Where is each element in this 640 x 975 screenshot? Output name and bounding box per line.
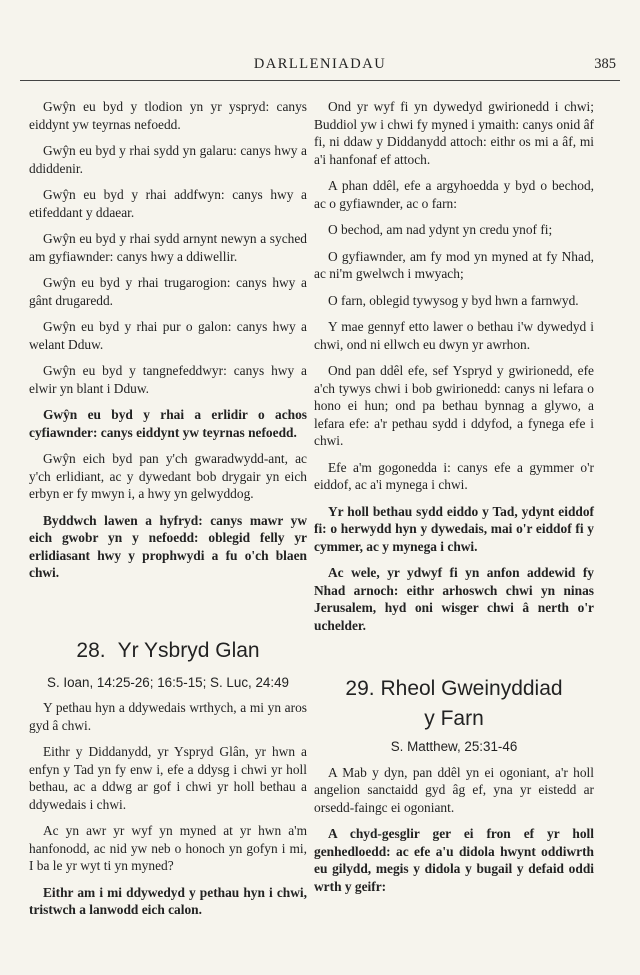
verse: Gwŷn eu byd y tangnefeddwyr: canys hwy a elwir yn blant i Dduw. xyxy=(29,363,307,396)
scripture-reference: S. Ioan, 14:25-26; 16:5-15; S. Luc, 24:49 xyxy=(47,674,289,690)
header-rule xyxy=(20,80,620,81)
running-title: DARLLENIADAU xyxy=(253,56,387,72)
verse: A chyd-gesglir ger ei fron ef yr holl genhedloedd: ac efe a'u didola hwynt oddiwrth eu gilydd, megis y didola y bugail y defaid oddi wrth y geifr: xyxy=(314,826,594,894)
verse: A phan ddêl, efe a argyhoedda y byd o bechod, ac o gyfiawnder, ac o farn: xyxy=(314,178,594,211)
section-number: 29. xyxy=(345,677,375,700)
section-title-line2: y Farn xyxy=(424,707,484,730)
verse: Efe a'm gogonedda i: canys efe a gymmer o'r eiddof, ac a'i mynega i chwi. xyxy=(314,459,594,492)
verse: Y mae gennyf etto lawer o bethau i'w dywedyd i chwi, ond ni ellwch eu dwyn yr awrhon. xyxy=(314,319,594,352)
verse: Gwŷn eu byd y rhai a erlidir o achos cyfiawnder: canys eiddynt yw teyrnas nefoedd. xyxy=(29,407,307,440)
verse: Ac yn awr yr wyf yn myned at yr hwn a'm hanfonodd, ac nid yw neb o honoch yn gofyn i mi, I ba le yr wyt ti yn myned? xyxy=(29,823,307,873)
verse: O gyfiawnder, am fy mod yn myned at fy Nhad, ac ni'm gwelwch i mwyach; xyxy=(314,248,594,281)
verse: Eithr y Diddanydd, yr Yspryd Glân, yr hwn a enfyn y Tad yn fy enw i, efe a ddysg i chwi yr holl bethau, ac a ddwg ar gof i chwi yr holl bethau a ddywedais i chwi. xyxy=(29,744,307,812)
verse: Gwŷn eu byd y tlodion yn yr yspryd: canys eiddynt yw teyrnas nefoedd. xyxy=(29,99,307,132)
verse: Byddwch lawen a hyfryd: canys mawr yw eich gwobr yn y nefoedd: oblegid felly yr erlidiasant hwy y prophwydi a fu o'ch blaen chwi. xyxy=(29,512,307,580)
section-heading-29 xyxy=(314,674,594,734)
verse: Ond pan ddêl efe, sef Yspryd y gwirionedd, efe a'ch tywys chwi i bob gwirionedd: canys ni lefara o hono ei hun; ond pa bethau bynnag a glywo, a lefara efe: a'r pethau sydd i ddyfod, a fynega efe i chwi. xyxy=(314,363,594,448)
verse: Eithr am i mi ddywedyd y pethau hyn i chwi, tristwch a lanwodd eich calon. xyxy=(29,884,307,917)
verse: O farn, oblegid tywysog y byd hwn a farnwyd. xyxy=(328,292,579,308)
verse: Y pethau hyn a ddywedais wrthych, a mi yn aros gyd â chwi. xyxy=(29,700,307,733)
right-column xyxy=(314,98,594,904)
section-number: 28. xyxy=(76,638,106,662)
verse: Gwŷn eu byd y rhai pur o galon: canys hwy a welant Dduw. xyxy=(29,319,307,352)
section-title: Yr Ysbryd Glan xyxy=(117,638,260,662)
page-header xyxy=(20,56,620,80)
verse: Ac wele, yr ydwyf fi yn anfon addewid fy Nhad arnoch: eithr arhoswch chwi yn ninas Jerusalem, hyd oni wisger chwi â nerth o'r uchelder. xyxy=(314,565,594,633)
page-number: 385 xyxy=(594,56,616,72)
scripture-reference: S. Matthew, 25:31-46 xyxy=(390,739,518,754)
section-title: Rheol Gweinyddiad xyxy=(380,677,563,700)
verse: O bechod, am nad ydynt yn credu ynof fi; xyxy=(328,222,553,237)
verse: Ond yr wyf fi yn dywedyd gwirionedd i chwi; Buddiol yw i chwi fy myned i ymaith: canys onid âf fi, ni ddaw y Diddanydd attoch: eithr os mi a âf, mi a'i hanfonaf ef attoch. xyxy=(314,99,594,167)
verse: Gwŷn eu byd y rhai sydd arnynt newyn a syched am gyfiawnder: canys hwy a ddiwellir. xyxy=(29,231,307,264)
verse: A Mab y dyn, pan ddêl yn ei ogoniant, a'r holl angelion sanctaidd gyd âg ef, yna yr eistedd ar orsedd-faingc ei ogoniant. xyxy=(314,764,594,815)
verse: Gwŷn eu byd y rhai addfwyn: canys hwy a etifeddant y ddaear. xyxy=(29,187,307,220)
section-heading-28 xyxy=(29,638,307,664)
left-column xyxy=(29,98,307,928)
verse: Gwŷn eich byd pan y'ch gwaradwydd-ant, ac y'ch erlidiant, ac y dywedant bob drygair yn eich erbyn er fy mwyn i, a hwy yn gelwyddog. xyxy=(29,451,307,501)
verse: Gwŷn eu byd y rhai trugarogion: canys hwy a gânt drugaredd. xyxy=(29,275,307,308)
verse: Gwŷn eu byd y rhai sydd yn galaru: canys hwy a ddiddenir. xyxy=(29,143,307,176)
verse: Yr holl bethau sydd eiddo y Tad, ydynt eiddof fi: o herwydd hyn y dywedais, mai o'r eiddof fi y cymmer, ac y mynega i chwi. xyxy=(314,503,594,554)
